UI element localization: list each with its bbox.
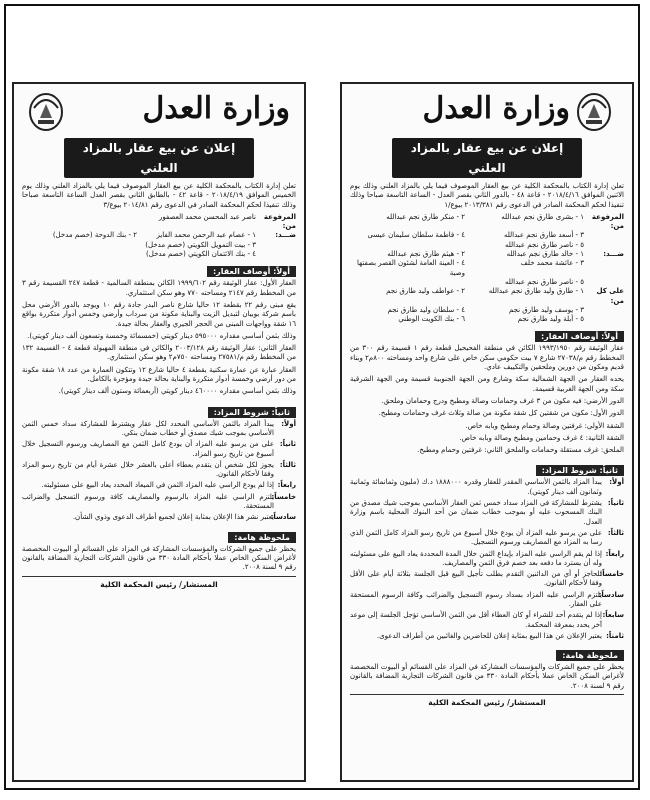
- defendant-item: ١ - عصام عبد الرحمن محمد الفايز: [156, 231, 256, 240]
- plaintiff-item: ٣ - أسعد طارق نجم عبدالله: [503, 231, 584, 240]
- parties-defendants: [350, 250, 624, 287]
- term-clause: ثانياً: يشترط للمشاركة في المزاد سداد خمس ثمن العقار الأساسي بموجب شيك مصدق من البنك المسحوب عليه أو بموجب خطاب ضمان من أحد البنوك المحلية باسم وزارة العدل.: [350, 499, 624, 526]
- masthead: [14, 84, 304, 134]
- defendant-item: ٣ - عائشة محمد خلف: [520, 259, 584, 268]
- term-clause: أولاً: يبدأ المزاد بالثمن الأساسي المقدر للعقار وقدره ١٨٨٨٠٠٠ د.ك (مليون وثمانمائة وثمانية وثمانون ألف دينار كويتي).: [350, 478, 624, 496]
- description-paragraph: الشقة الأولى: غرفتين وصالة وحمام ومطبخ وبابه خاص.: [465, 421, 624, 430]
- description-paragraph: وذلك بثمن أساسي مقداره ٥٩٥٠٠٠ دينار كويتي (خمسمائة وخمسة وتسعون ألف دينار كويتي).: [27, 331, 296, 340]
- term-clause: خامساً: يلتزم الراسي عليه المزاد بالرسوم والمصاريف كافة ورسوم التسجيل والضرائب المستحقة.: [22, 492, 296, 511]
- divider: [22, 576, 296, 577]
- section-heading-description: أولاً: أوصاف العقار:: [207, 266, 296, 277]
- other-party-item: ٢ - عواطف وليد طارق نجم: [386, 287, 465, 296]
- notice-intro: تعلن إدارة الكتاب بالمحكمة الكلية عن بيع العقار الموصوف فيما يلي بالمزاد العلني وذلك يوم الاثنين الموافق ٢٠١٨/٤/١٦ - قاعة ٤٨ - بالدور الثاني بقصر العدل - الساعة التاسعة صباحا وذلك تنفيذا لحكم المحكمة الصادر في الدعوى رقم ٢٠١٣/٣٨١ بيوع/١: [350, 182, 624, 209]
- defendant-item: ١ - خالد طارق نجم عبدالله: [506, 250, 584, 259]
- signature: المستشار/ رئيس المحكمة الكلية: [100, 579, 218, 589]
- description-paragraph: الملحق: غرف مستقلة وحمامات والملحق الثاني: غرفتين وحمام ومطبخ.: [417, 446, 624, 455]
- defendant-item: ٤ - العينة العامة لشئون القصر بصفتها وصية: [357, 259, 465, 277]
- defendant-item: ٤ - بنك الائتمان الكويتي (خصم مدخل): [146, 250, 256, 259]
- description-paragraph: عقار الوثيقة رقم ١٩٩٣/١٩٥٠ الكائن في منطقة الفحيحيل قطعة رقم ١ قسيمة رقم ٣٠٠ من المخطط رقم م/٢٧٠٣٨ شارع ٧ بيت حكومي سكن خاص على شارع واحد ومساحته ٨٠٠م٢ وبناء قديم ومكون من دورين وملحقين والتكييف عادي.: [350, 344, 625, 372]
- plaintiff-item: ١ - بشرى طارق نجم عبدالله: [501, 212, 584, 221]
- parties-defendants: [22, 231, 296, 259]
- ministry-title: وزارة العدل: [422, 91, 570, 126]
- term-clause: سادساً: يعتبر نشر هذا الإعلان بمثابة إعلان لجميع أطراف الدعوى وذوي الشأن.: [72, 513, 296, 522]
- other-party-item: ٣ - يوسف وليد طارق نجم: [508, 305, 584, 314]
- plaintiffs-label: المرفوعة من:: [591, 212, 624, 231]
- plaintiffs-label: المرفوعة من:: [263, 212, 296, 231]
- term-clause: أولاً: يبدأ المزاد بالثمن الأساسي المحدد لكل عقار ويشترط للمشاركة سداد خمس الثمن الأساسي بموجب شيك مصدق أو خطاب ضمان بنكي.: [22, 419, 296, 437]
- term-clause: ثامناً: يعتبر الإعلان عن هذا البيع بمثابة إعلان للحاضرين والغائبين من أطراف الدعوى.: [376, 631, 624, 640]
- description-paragraph: يقع مبنى رقم ٢٢ بقطعة ١٢ حاليا شارع ناصر البدر جادة رقم ١٠ ويوجد بالدور الأرضي محل باسم شركة بوبيان لتبديل الزيت والبناية مكونة من سرداب وأرضي وخمس أدوار متكررة بواقع ١٦ شقة وواجهات المبنى من الحجر الجيري والعقار بحالة جيدة.: [22, 300, 296, 328]
- term-clause: خامساً: للحاجز أو أي من الدائنين التقدم بطلب تأجيل البيع قبل الجلسة بثلاثة أيام على الأقل وفقا لأحكام القانون.: [350, 570, 624, 588]
- term-clause: ثالثاً: يجوز لكل شخص أن يتقدم بعطاء أعلى بالعشر خلال عشرة أيام من تاريخ رسو المزاد وفقا لأحكام القانون.: [22, 460, 296, 479]
- description-paragraph: الدور الأول: مكون من شقتين كل شقة مكونة من صالة وثلاث غرف وحمامات ومطبخ.: [378, 409, 624, 418]
- plaintiff-item: ٤ - فاطمة سلطان سليمان عيسى: [367, 231, 465, 240]
- property-description: [22, 279, 296, 396]
- signature: المستشار/ رئيس المحكمة الكلية: [428, 698, 546, 708]
- other-party-item: ١ - طارق وليد طارق نجم عبدالله: [488, 287, 584, 296]
- defendants-label: ضـــد:: [603, 250, 624, 259]
- defendant-item: ٣ - بيت التمويل الكويتي (خصم مدخل): [145, 240, 256, 249]
- notice-banner: إعلان عن بيع عقار بالمزاد العلني: [392, 138, 582, 178]
- description-paragraph: الشقة الثانية: ٤ غرف وحمامين ومطبخ وصالة وبابه خاص.: [459, 433, 624, 442]
- term-clause: رابعاً: إذا لم يودع الراسي عليه المزاد الثمن في الميعاد المحدد يعاد البيع على مسئوليته.: [41, 481, 296, 490]
- notice-intro: تعلن إدارة الكتاب بالمحكمة الكلية عن بيع العقار الموصوف فيما يلي بالمزاد العلني وذلك يوم الخميس الموافق ٢٠١٨/٤/١٩ - قاعة ٤٢ - بالطابق الثاني بقصر العدل الساعة التاسعة صباحا وذلك تنفيذا لحكم المحكمة الصادر في الدعوى رقم ٢٠١٤/٨١ بيوع/٣: [22, 182, 296, 209]
- section-heading-terms: ثانياً: شروط المزاد:: [208, 407, 296, 418]
- parties-plaintiffs: [350, 213, 624, 250]
- parties-others: [350, 287, 624, 324]
- term-clause: سادساً: يلتزم الراسي عليه المزاد بسداد رسوم التسجيل والضرائب وكافة الرسوم المستحقة على العقار.: [350, 590, 624, 608]
- important-note: يحظر على جميع الشركات والمؤسسات المشاركة في المزاد على القسائم أو البيوت المخصصة لأغراض السكن الخاص عملا بأحكام المادة ٣٣٠ من قانون الشركات التجارية المضافة بالقانون رقم ٩ لسنة ٢٠٠٨.: [350, 663, 624, 690]
- parties-plaintiffs: [22, 213, 296, 232]
- notice-banner: إعلان عن بيع عقار بالمزاد العلني: [64, 138, 254, 178]
- description-paragraph: يحده العقار من الجهة الشمالية سكة وشارع ومن الجهة الجنوبية قسيمة ومن الجهة الشرقية سكة ومن الجهة الغربية قسيمة.: [350, 375, 624, 393]
- plaintiff-item: ناصر عبد المحسن محمد العصفور: [158, 212, 256, 221]
- defendant-item: ٥ - ناصر طارق نجم عبدالله: [504, 277, 584, 286]
- other-party-item: ٤ - سلطان وليد طارق نجم: [387, 305, 465, 314]
- ministry-title: وزارة العدل: [142, 91, 290, 126]
- term-clause: رابعاً: إذا لم يقم الراسي عليه المزاد بإيداع الثمن خلال المدة المحددة يعاد البيع على مسئوليته وله أن يسترد ما دفعه بعد خصم فرق الثمن والمصاريف.: [350, 549, 624, 567]
- others-label: على كل من:: [596, 287, 624, 305]
- other-party-item: ٦ - بنك الكويت الوطني: [398, 315, 465, 324]
- defendant-item: ٢ - بنك الدوحة (خصم مدخل): [52, 231, 137, 240]
- term-clause: سابعاً: إذا لم يتقدم أحد للشراء أو كان العطاء أقل من الثمن الأساسي تؤجل الجلسة إلى موعد آخر يحدد بمعرفة المحكمة.: [350, 611, 624, 629]
- section-heading-description: أولاً: أوصاف العقار:: [535, 331, 624, 342]
- important-note: يحظر على جميع الشركات والمؤسسات المشاركة في المزاد على القسائم أو البيوت المخصصة لأغراض السكن الخاص عملا بأحكام المادة ٣٣٠ من قانون الشركات التجارية المضافة بالقانون رقم ٩ لسنة ٢٠٠٨.: [22, 544, 296, 572]
- property-description: [350, 344, 624, 455]
- description-paragraph: العقار الثاني: عقار الوثيقة رقم ٢٠٠٣/١٢٨ والكائن في منطقة المهبولة قطعة ٤ - القسيمة ١٣٢ من المخطط رقم م/٢٧٥٨١ ومساحته ٧٥٠م٢ وهو سكن استثماري.: [22, 344, 296, 362]
- description-paragraph: الدور الأرضي: فيه مكون من ٣ غرف وحمامات وصالة ومطبخ ودرج وحمامان وملحق.: [381, 396, 624, 405]
- term-clause: ثالثاً: على من يرسو عليه المزاد أن يودع خلال أسبوع من تاريخ رسو المزاد كامل الثمن الذي رسا به المزاد مع المصاريف ورسوم التسجيل.: [350, 528, 624, 547]
- defendants-label: ضـــد:: [275, 231, 296, 240]
- plaintiff-item: ٥ - ناصر طارق نجم عبدالله: [504, 240, 584, 249]
- section-heading-note: ملحوظة هامة:: [228, 532, 296, 543]
- plaintiff-item: ٢ - منكر طارق نجم عبدالله: [386, 212, 465, 221]
- state-emblem-icon: [574, 88, 614, 132]
- divider: [350, 694, 624, 695]
- defendant-item: ٢ - هيثم طارق نجم عبدالله: [387, 250, 465, 259]
- other-party-item: ٥ - أبلة وليد طارق نجم: [517, 315, 584, 324]
- auction-notice-right: [340, 82, 634, 782]
- description-paragraph: العقار الأول: عقار الوثيقة رقم ١٩٩٩/٦٠٢ الكائن بمنطقة السالمية - قطعة ٢٤٧ القسيمة رقم ٣ من المخطط رقم ٢١٤٧ ومساحته ٧٧٠ وهو سكن استثماري.: [22, 279, 297, 297]
- section-heading-note: ملحوظة هامة:: [556, 650, 624, 661]
- state-emblem-icon: [26, 88, 66, 132]
- auction-notice-left: [12, 82, 306, 782]
- description-paragraph: وذلك بثمن أساسي مقداره ٤٦٠٠٠٠ دينار كويتي (أربعمائة وستون ألف دينار كويتي).: [58, 387, 296, 396]
- section-heading-terms: ثانياً: شروط المزاد:: [536, 465, 624, 476]
- term-clause: ثانياً: على من يرسو عليه المزاد أن يودع كامل الثمن مع المصاريف ورسوم التسجيل خلال أسبوع من تاريخ رسو المزاد.: [22, 440, 296, 458]
- description-paragraph: العقار عبارة عن عمارة سكنية بقطعة ٤ حاليا شارع ١٢ وتتكون العمارة من عدد ١٨ شقة مكونة من دور أرضي وخمسة أدوار متكررة والبناية بحالة جيدة ومؤجرة بالكامل.: [22, 365, 297, 384]
- masthead: [342, 84, 632, 134]
